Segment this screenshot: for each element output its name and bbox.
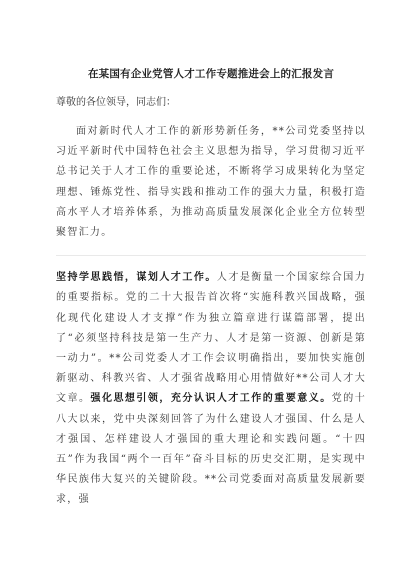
paragraph-1: 面对新时代人才工作的新形势新任务，**公司党委坚持以习近平新时代中国特色社会主义思想为指导，学习贯彻习近平总书记关于人才工作的重要论述，不断将学习成果转化为坚定理想、锤炼党性、指导实践和推动工作的强大力量，积极打造高水平人才培养体系，为推动高质量发展深化企业全方位转型聚智汇力。 (56, 126, 366, 239)
paragraph-2-lead-heading: 坚持学思践悟，谋划人才工作。 (56, 272, 217, 284)
salutation: 尊敬的各位领导，同志们： (56, 97, 176, 108)
paragraph-2 (56, 268, 366, 510)
paragraph-2-subheading: 强化思想引领，充分认识人才工作的重要意义。 (90, 393, 332, 405)
paragraph-2-text-a: 人才是衡量一个国家综合国力的重要指标。党的二十大报告首次将“实施科教兴国战略，强化现代化建设人才支撑”作为独立篇章进行谋篇部署，提出了“必须坚持科技是第一生产力、人才是第一资源、创新是第一动力”。**公司党委人才工作会议明确指出，要加快实施创新驱动、科教兴省、人才强省战略用心用情做好**公司人才大文章。 (56, 272, 367, 405)
paragraph-2-text-b: 党的十八大以来，党中央深刻回答了为什么建设人才强国、什么是人才强国、怎样建设人才强国的重大理论和实践问题。“十四五”作为我国“两个一百年”奋斗目标的历史交汇期，是实现中华民族伟大复兴的关键阶段。**公司党委面对高质量发展新要求，强 (56, 393, 366, 506)
section-divider (56, 255, 366, 256)
document-title: 在某国有企业党管人才工作专题推进会上的汇报发言 (87, 68, 335, 80)
